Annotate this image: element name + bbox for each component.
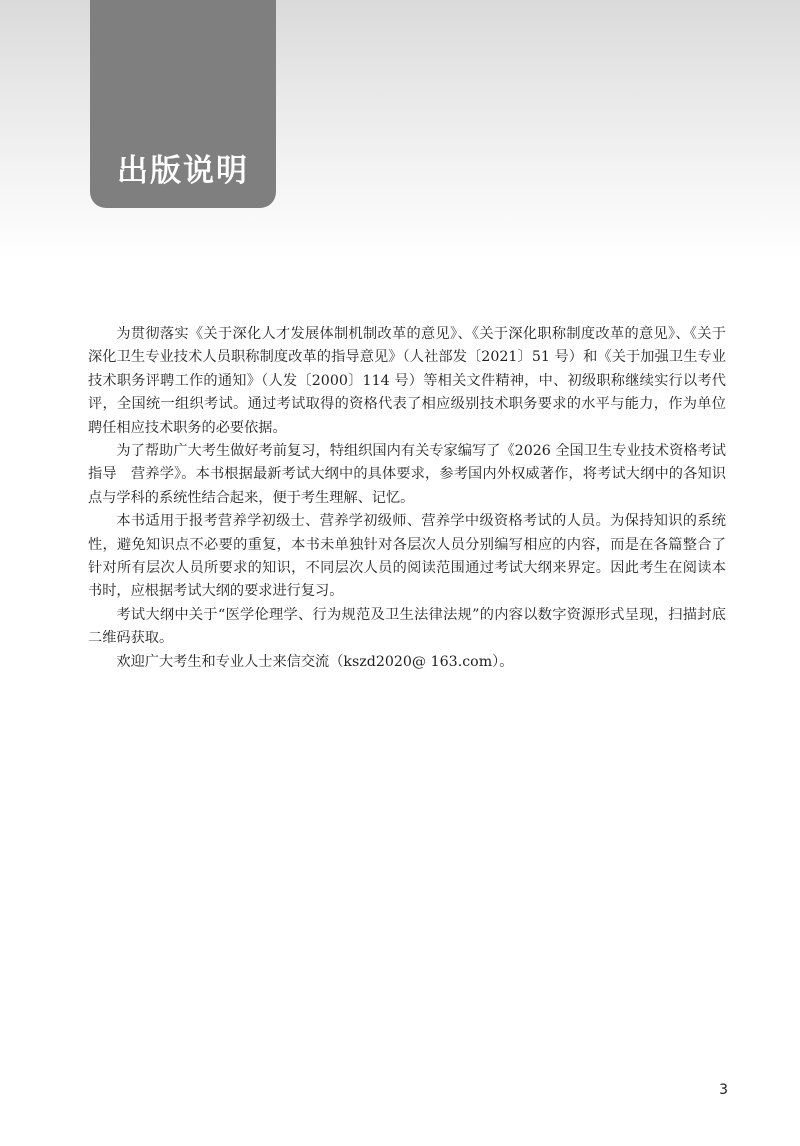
page-number: 3 [719, 1082, 728, 1098]
paragraph-5: 欢迎广大考生和专业人士来信交流（kszd2020@ 163.com）。 [116, 653, 514, 670]
body-text [88, 323, 726, 674]
paragraph-4: 考试大纲中关于“医学伦理学、行为规范及卫生法律法规”的内容以数字资源形式呈现，扫描封底二维码获取。 [88, 606, 726, 647]
page-title: 出版说明 [117, 153, 249, 189]
title-tab [90, 0, 276, 208]
paragraph-2: 为了帮助广大考生做好考前复习，特组织国内有关专家编写了《2026 全国卫生专业技术资格考试指导 营养学》。本书根据最新考试大纲中的具体要求，参考国内外权威著作，将考试大纲中的各知识点与学科的系统性结合起来，便于考生理解、记忆。 [88, 443, 726, 506]
paragraph-3: 本书适用于报考营养学初级士、营养学初级师、营养学中级资格考试的人员。为保持知识的系统性，避免知识点不必要的重复，本书未单独针对各层次人员分别编写相应的内容，而是在各篇整合了针对所有层次人员所要求的知识，不同层次人员的阅读范围通过考试大纲来界定。因此考生在阅读本书时，应根据考试大纲的要求进行复习。 [88, 513, 726, 600]
paragraph-1: 为贯彻落实《关于深化人才发展体制机制改革的意见》、《关于深化职称制度改革的意见》、《关于深化卫生专业技术人员职称制度改革的指导意见》（人社部发〔2021〕51 号）和《关于加强卫生专业技术职务评聘工作的通知》（人发〔2000〕114 号）等相关文件精神，中、初级职称继续实行以考代评，全国统一组织考试。通过考试取得的资格代表了相应级别技术职务要求的水平与能力，作为单位聘任相应技术职务的必要依据。 [88, 326, 726, 436]
